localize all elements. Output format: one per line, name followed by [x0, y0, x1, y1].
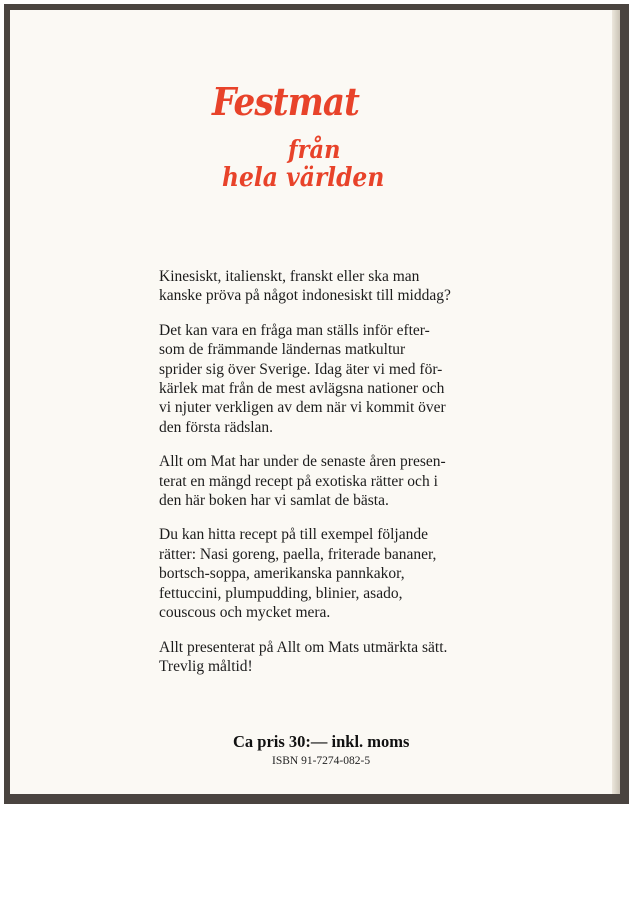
- blurb-paragraph-3: [159, 452, 599, 510]
- blurb-paragraph-1: [159, 267, 599, 306]
- cover-subtitle-line-2: hela världen: [222, 163, 385, 193]
- page-margin: [0, 806, 637, 900]
- blurb-line: rätter: Nasi goreng, paella, friterade bananer,: [159, 545, 437, 563]
- blurb-line: Allt om Mat har under de senaste åren presen-: [159, 453, 446, 471]
- blurb-paragraph-2: [159, 321, 599, 437]
- blurb-line: Det kan vara en fråga man ställs inför efter-: [159, 321, 430, 339]
- isbn-label: ISBN 91-7274-082-5: [272, 755, 371, 767]
- blurb-text: [159, 267, 599, 691]
- blurb-line: Du kan hitta recept på till exempel följande: [159, 526, 428, 544]
- blurb-line: kärlek mat från de mest avlägsna nationer och: [159, 380, 445, 398]
- blurb-line: sprider sig över Sverige. Idag äter vi med för-: [159, 360, 443, 378]
- blurb-line: Trevlig måltid!: [159, 657, 253, 675]
- blurb-line: fettuccini, plumpudding, blinier, asado,: [159, 584, 403, 602]
- blurb-line: den första rädslan.: [159, 418, 274, 436]
- blurb-line: couscous och mycket mera.: [159, 604, 331, 622]
- blurb-line: bortsch-soppa, amerikanska pannkakor,: [159, 565, 405, 583]
- cover-spine-edge: [612, 10, 620, 794]
- blurb-line: Allt presenterat på Allt om Mats utmärkta sätt.: [159, 638, 448, 656]
- blurb-line: kanske pröva på något indonesiskt till middag?: [159, 287, 451, 305]
- blurb-line: den här boken har vi samlat de bästa.: [159, 492, 389, 510]
- cover-subtitle-line-1: från: [288, 135, 341, 164]
- blurb-paragraph-4: [159, 525, 599, 622]
- blurb-paragraph-5: [159, 638, 599, 677]
- blurb-line: som de främmande ländernas matkultur: [159, 341, 406, 359]
- blurb-line: terat en mängd recept på exotiska rätter och i: [159, 472, 438, 490]
- price-label: Ca pris 30:— inkl. moms: [233, 732, 410, 751]
- blurb-line: vi njuter verkligen av dem när vi kommit över: [159, 399, 446, 417]
- cover-title: Festmat: [212, 79, 360, 124]
- blurb-line: Kinesiskt, italienskt, franskt eller ska man: [159, 268, 420, 285]
